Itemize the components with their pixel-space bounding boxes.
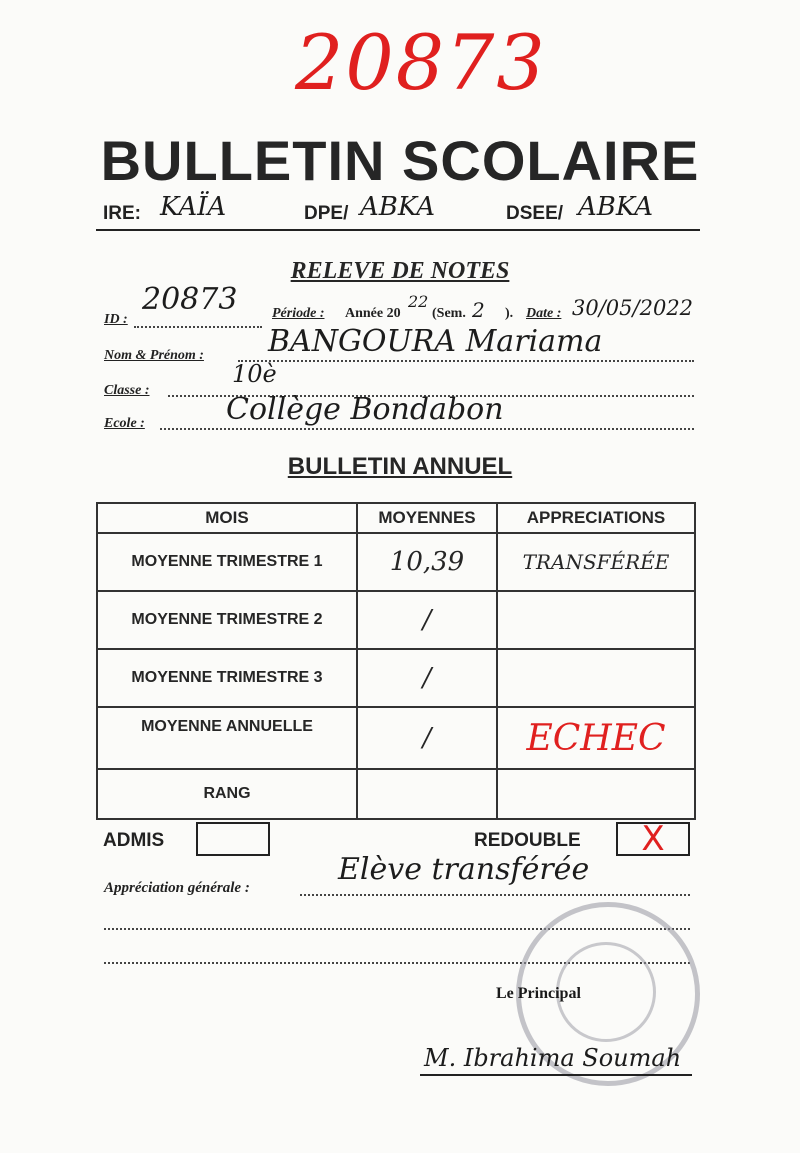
annual-title: BULLETIN ANNUEL <box>287 453 513 480</box>
row-label: MOYENNE ANNUELLE <box>97 707 357 769</box>
dpe-value: ABKA <box>360 192 436 222</box>
ecole-value: Collège Bondabon <box>226 392 504 427</box>
classe-value: 10è <box>232 360 277 388</box>
id-label: ID : <box>104 312 128 327</box>
redouble-check-mark: X <box>641 819 665 859</box>
table-row <box>97 533 695 591</box>
sem-value: 2 <box>472 298 485 322</box>
table-row <box>97 707 695 769</box>
ecole-dots <box>160 428 694 430</box>
sem-close: ). <box>505 306 514 321</box>
row-moyenne: / <box>357 649 497 707</box>
dsee-label: DSEE/ <box>506 203 564 224</box>
col-header-moyennes: MOYENNES <box>357 503 497 533</box>
col-header-mois: MOIS <box>97 503 357 533</box>
row-appreciation: TRANSFÉRÉE <box>497 533 695 591</box>
page-title: BULLETIN SCOLAIRE <box>100 129 700 192</box>
sem-text: (Sem. <box>432 306 466 321</box>
col-header-appreciations: APPRECIATIONS <box>497 503 695 533</box>
redouble-label: REDOUBLE <box>474 830 581 851</box>
admis-label: ADMIS <box>103 830 165 851</box>
nom-label: Nom & Prénom : <box>104 348 204 363</box>
row-label: RANG <box>97 769 357 819</box>
table-header-row <box>97 503 695 533</box>
ecole-label: Ecole : <box>104 416 145 431</box>
row-moyenne: / <box>357 707 497 769</box>
table-row <box>97 769 695 819</box>
id-dots <box>134 326 262 328</box>
id-value: 20873 <box>142 282 238 317</box>
row-moyenne <box>357 769 497 819</box>
annee-text: Année 20 <box>345 306 401 321</box>
principal-signature: M. Ibrahima Soumah <box>424 1044 682 1072</box>
ire-label: IRE: <box>103 203 141 224</box>
row-appreciation: ECHEC <box>497 707 695 769</box>
nom-dots <box>238 360 694 362</box>
signature-line <box>420 1074 692 1076</box>
row-label: MOYENNE TRIMESTRE 1 <box>97 533 357 591</box>
admis-checkbox[interactable] <box>196 822 270 856</box>
date-label: Date : <box>526 306 562 321</box>
appreciation-dots-1 <box>300 894 690 896</box>
appreciation-label: Appréciation générale : <box>104 880 250 896</box>
document-number: 20873 <box>295 18 547 107</box>
releve-title: RELEVE DE NOTES <box>290 258 510 284</box>
annee-value: 22 <box>408 292 429 311</box>
table-row <box>97 649 695 707</box>
row-label: MOYENNE TRIMESTRE 3 <box>97 649 357 707</box>
header-divider <box>96 229 700 231</box>
row-moyenne: / <box>357 591 497 649</box>
table-row <box>97 591 695 649</box>
row-appreciation <box>497 649 695 707</box>
row-appreciation <box>497 769 695 819</box>
date-value: 30/05/2022 <box>572 296 694 320</box>
principal-label: Le Principal <box>496 985 581 1002</box>
grades-table <box>96 502 696 820</box>
row-appreciation <box>497 591 695 649</box>
row-moyenne: 10,39 <box>357 533 497 591</box>
redouble-checkbox[interactable] <box>616 819 690 859</box>
periode-label: Période : <box>272 306 325 321</box>
nom-value: BANGOURA Mariama <box>268 324 603 359</box>
dpe-label: DPE/ <box>304 203 349 224</box>
appreciation-value: Elève transférée <box>338 852 590 887</box>
classe-label: Classe : <box>104 383 150 398</box>
row-label: MOYENNE TRIMESTRE 2 <box>97 591 357 649</box>
ire-value: KAÏA <box>160 192 227 222</box>
dsee-value: ABKA <box>578 192 654 222</box>
